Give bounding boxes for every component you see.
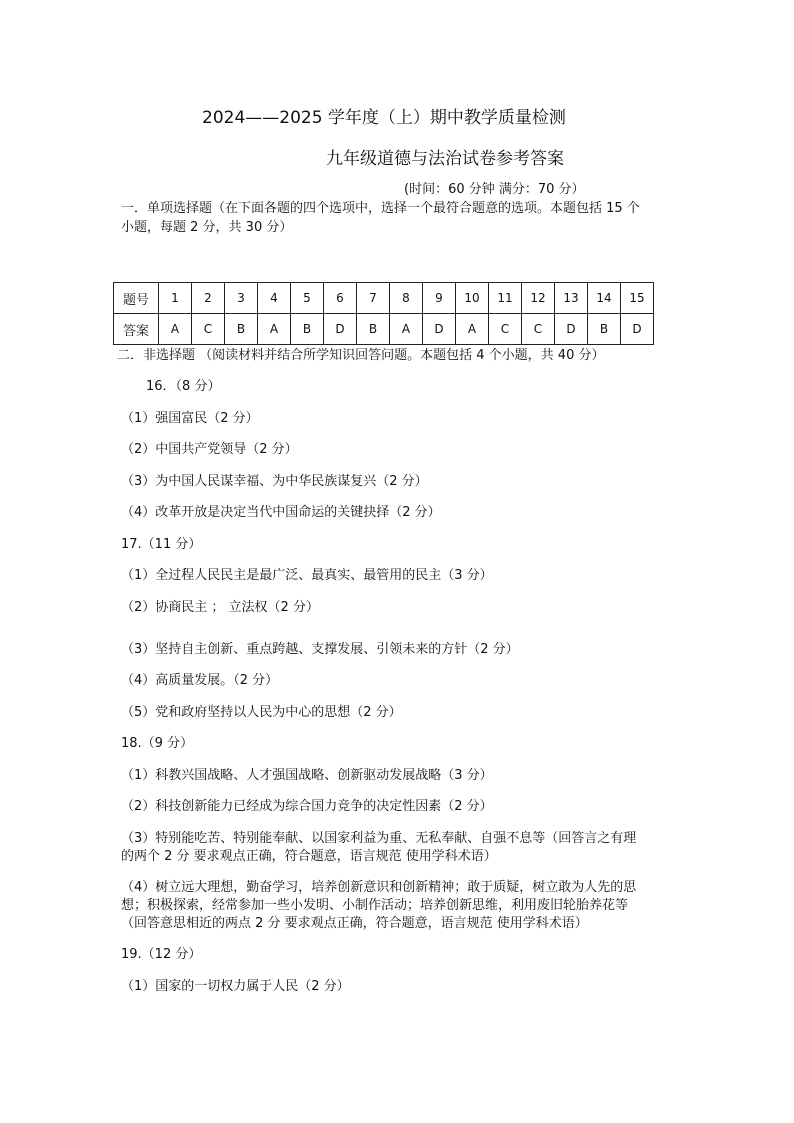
q17-answer-5: （5）党和政府坚持以人民为中心的思想（2 分） (121, 705, 402, 720)
question-number-cell: 14 (588, 283, 621, 314)
q16-answer-2: （2）中国共产党领导（2 分） (121, 442, 298, 457)
answer-table-answer-row (114, 314, 654, 345)
question-number-cell: 9 (423, 283, 456, 314)
q18-answer-3-line2: 的两个 2 分 要求观点正确，符合题意，语言规范 使用学科术语） (121, 849, 497, 864)
question-number-cell: 4 (258, 283, 291, 314)
answer-cell: B (291, 314, 324, 345)
answer-cell: C (489, 314, 522, 345)
q17-answer-3: （3）坚持自主创新、重点跨越、支撑发展、引领未来的方针（2 分） (121, 642, 519, 657)
question-number-cell: 12 (522, 283, 555, 314)
answer-table-number-row (114, 283, 654, 314)
answer-cell: A (456, 314, 489, 345)
question-number-cell: 11 (489, 283, 522, 314)
q17-answer-4: （4）高质量发展。（2 分） (121, 673, 279, 688)
q17-answer-1: （1）全过程人民民主是最广泛、最真实、最管用的民主（3 分） (121, 568, 493, 583)
answer-table-row-label: 题号 (114, 283, 159, 314)
question-number-cell: 2 (192, 283, 225, 314)
question-number-cell: 7 (357, 283, 390, 314)
answer-cell: B (357, 314, 390, 345)
answer-table (113, 282, 654, 345)
document-title: 2024——2025 学年度（上）期中教学质量检测 (202, 108, 566, 128)
answer-cell: A (258, 314, 291, 345)
q19-answer-1: （1）国家的一切权力属于人民（2 分） (121, 979, 350, 994)
q16-answer-4: （4）改革开放是决定当代中国命运的关键抉择（2 分） (121, 505, 441, 520)
q18-answer-4-line3: （回答意思相近的两点 2 分 要求观点正确，符合题意，语言规范 使用学科术语） (121, 916, 588, 931)
q19-label: 19.（12 分） (121, 947, 202, 962)
q18-answer-1: （1）科教兴国战略、人才强国战略、创新驱动发展战略（3 分） (121, 768, 493, 783)
q18-label: 18.（9 分） (121, 736, 194, 751)
question-number-cell: 15 (621, 283, 654, 314)
question-number-cell: 13 (555, 283, 588, 314)
answer-cell: B (225, 314, 258, 345)
section2-heading: 二．非选择题 （阅读材料并结合所学知识回答问题。本题包括 4 个小题，共 40 分） (117, 348, 605, 363)
q18-answer-2: （2）科技创新能力已经成为综合国力竞争的决定性因素（2 分） (121, 799, 493, 814)
answer-cell: A (159, 314, 192, 345)
answer-cell: B (588, 314, 621, 345)
section1-heading-line2: 小题，每题 2 分，共 30 分） (121, 220, 293, 235)
question-number-cell: 3 (225, 283, 258, 314)
question-number-cell: 1 (159, 283, 192, 314)
question-number-cell: 6 (324, 283, 357, 314)
q18-answer-3-line1: （3）特别能吃苦、特别能奉献、以国家利益为重、无私奉献、自强不息等（回答言之有理 (121, 831, 637, 846)
answer-cell: D (621, 314, 654, 345)
section1-heading-line1: 一．单项选择题（在下面各题的四个选项中，选择一个最符合题意的选项。本题包括 15 个 (121, 201, 640, 216)
question-number-cell: 8 (390, 283, 423, 314)
answer-table-row-label: 答案 (114, 314, 159, 345)
answer-cell: D (423, 314, 456, 345)
q16-answer-3: （3）为中国人民谋幸福、为中华民族谋复兴（2 分） (121, 474, 428, 489)
answer-cell: C (522, 314, 555, 345)
q17-answer-2: （2）协商民主 ； 立法权（2 分） (121, 600, 319, 615)
question-number-cell: 5 (291, 283, 324, 314)
q18-answer-4-line2: 想；积极探索，经常参加一些小发明、小制作活动；培养创新思维，利用废旧轮胎养花等 (121, 898, 629, 913)
answer-cell: A (390, 314, 423, 345)
answer-cell: D (555, 314, 588, 345)
time-and-score-info: (时间：60 分钟 满分：70 分） (404, 182, 585, 197)
document-subtitle: 九年级道德与法治试卷参考答案 (326, 149, 564, 169)
answer-cell: C (192, 314, 225, 345)
question-number-cell: 10 (456, 283, 489, 314)
answer-cell: D (324, 314, 357, 345)
q18-answer-4-line1: （4）树立远大理想，勤奋学习，培养创新意识和创新精神；敢于质疑，树立敢为人先的思 (121, 880, 637, 895)
q17-label: 17.（11 分） (121, 537, 202, 552)
q16-answer-1: （1）强国富民（2 分） (121, 411, 259, 426)
q16-label: 16．（8 分） (146, 379, 221, 394)
